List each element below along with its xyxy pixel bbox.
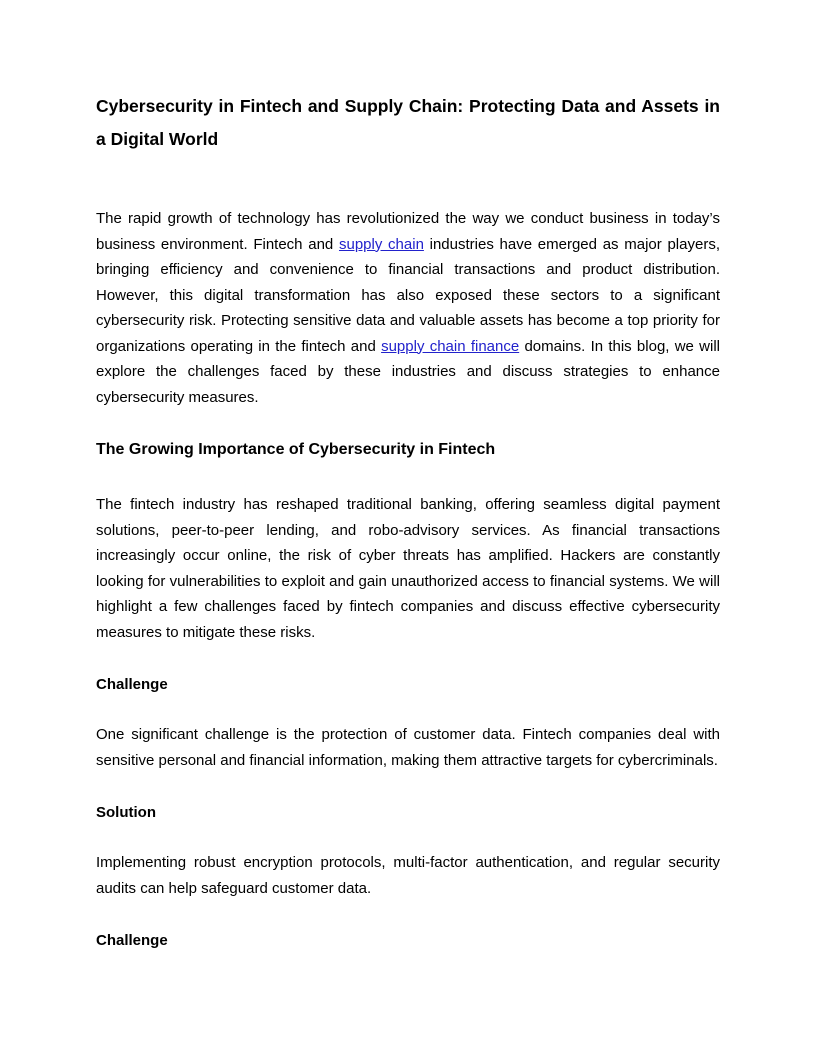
intro-paragraph: [96, 206, 720, 410]
challenge-paragraph-1: One significant challenge is the protection of customer data. Fintech companies deal with sensitive personal and financial information, making them attractive targets for cybercriminals.: [96, 726, 720, 769]
challenge-heading-1: Challenge: [96, 676, 168, 693]
document-title: Cybersecurity in Fintech and Supply Chain: Protecting Data and Assets in a Digital World: [96, 96, 720, 149]
section-heading-fintech: The Growing Importance of Cybersecurity in Fintech: [96, 441, 496, 458]
section-fintech-paragraph: The fintech industry has reshaped traditional banking, offering seamless digital payment solutions, peer-to-peer lending, and robo-advisory services. As financial transactions increasingly occur online, the risk of cyber threats has amplified. Hackers are constantly looking for vulnerabilities to exploit and gain unauthorized access to financial systems. We will highlight a few challenges faced by fintech companies and discuss effective cybersecurity measures to mitigate these risks.: [96, 496, 720, 641]
intro-text-2: industries have emerged as major players, bringing efficiency and convenience to financial transactions and product distribution. However, this digital transformation has also exposed these sectors to a significant cybersecurity risk. Protecting sensitive data and valuable assets has become a top priority for organizations operating in the fintech and: [96, 235, 720, 355]
supply-chain-finance-link[interactable]: supply chain finance: [381, 337, 520, 355]
solution-heading-1: Solution: [96, 804, 156, 821]
supply-chain-link[interactable]: supply chain: [338, 235, 424, 253]
solution-paragraph-1: Implementing robust encryption protocols, multi-factor authentication, and regular security audits can help safeguard customer data.: [96, 854, 720, 897]
intro-text-3: domains. In this blog, we will explore the challenges faced by these industries and discuss strategies to enhance cybersecurity measures.: [96, 337, 720, 406]
intro-text-1: The rapid growth of technology has revolutionized the way we conduct business in today’s business environment. Fintech and: [96, 210, 720, 253]
challenge-heading-2: Challenge: [96, 932, 168, 949]
